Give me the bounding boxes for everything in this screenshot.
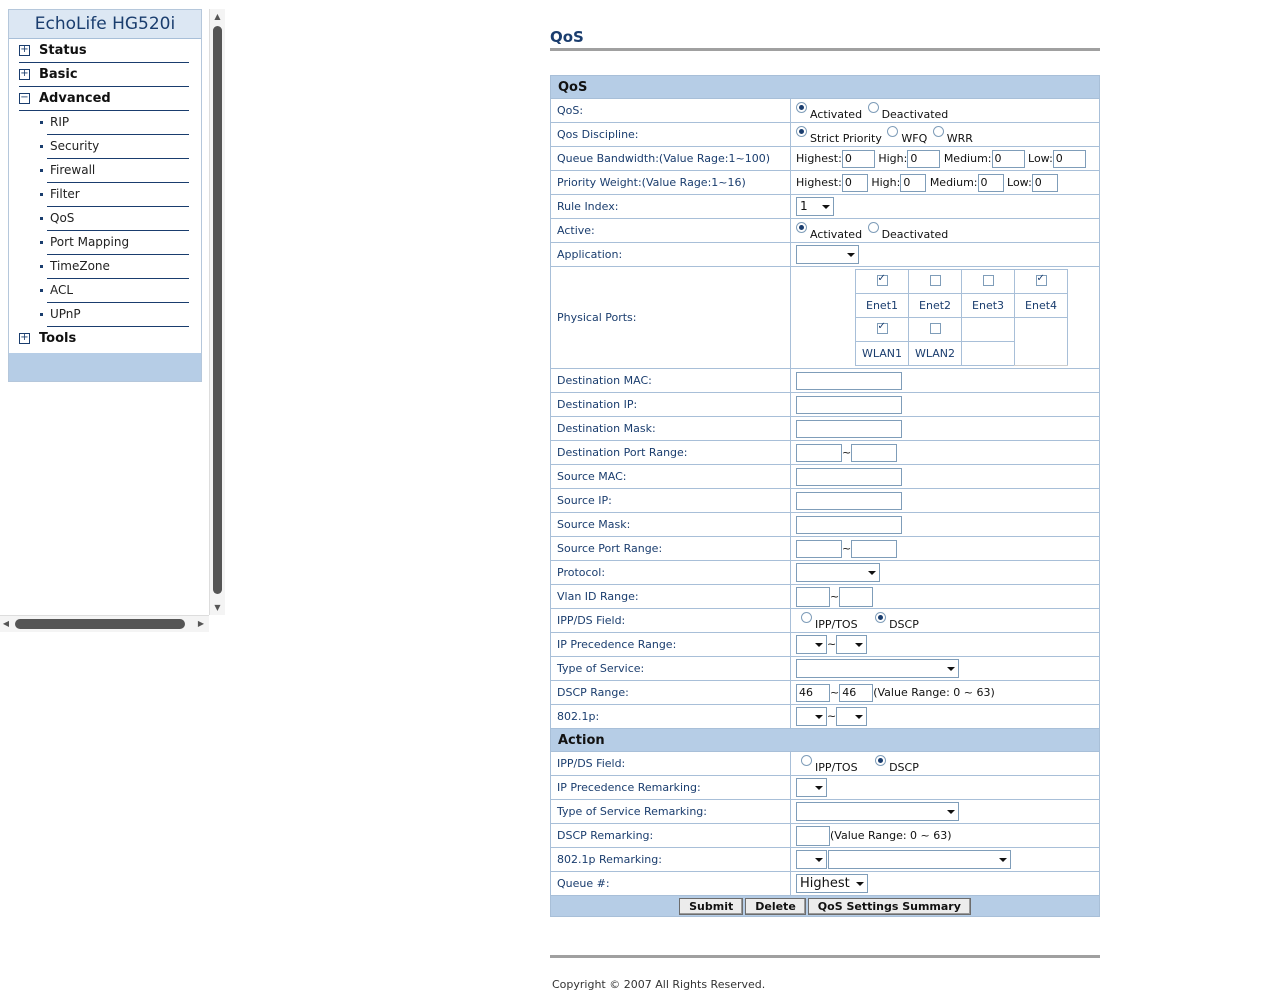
src-port-label: Source Port Range: [551,537,791,561]
device-title: EchoLife HG520i [9,10,201,39]
sidebar-item-label: RIP [50,115,70,129]
scroll-thumb[interactable] [15,619,185,629]
radio-label: Activated [810,108,863,121]
dscp-remark-label: DSCP Remarking: [551,824,791,848]
rule-index-label: Rule Index: [551,195,791,219]
sidebar-footer [9,353,201,381]
w-highest-input[interactable]: 0 [842,174,868,192]
chevron-down-icon [868,571,876,575]
bullet-icon [40,289,43,292]
dest-mask-input[interactable] [796,420,902,438]
enet2-label: Enet2 [909,294,962,318]
sidebar-item-basic[interactable] [9,63,201,87]
select-value: 1 [800,199,808,213]
qos-deactivated-radio[interactable] [868,102,879,113]
dest-mac-label: Destination MAC: [551,369,791,393]
enet3-label: Enet3 [962,294,1015,318]
p8021-label: 802.1p: [551,705,791,729]
chevron-down-icon [947,667,955,671]
radio-label: IPP/TOS [815,761,858,774]
bullet-icon [40,241,43,244]
sidebar-item-rip[interactable] [9,111,201,135]
action-ippds-label: IPP/DS Field: [551,752,791,776]
bw-low-label: Low: [1028,151,1053,165]
tos-select[interactable] [796,659,959,678]
expand-icon: + [20,68,29,79]
sidebar-item-label: TimeZone [50,259,110,273]
w-medium-label: Medium: [929,175,978,189]
qos-label: QoS: [551,99,791,123]
enet2-checkbox[interactable] [930,275,941,286]
section-header-qos: QoS [551,76,1100,99]
wrr-radio[interactable] [933,126,944,137]
w-low-label: Low: [1007,175,1032,189]
bw-high-label: High: [878,151,908,165]
sidebar-item-label: ACL [50,283,74,297]
sidebar-item-label: QoS [50,211,75,225]
dscp-remark-note: (Value Range: 0 ~ 63) [830,828,952,842]
dest-mac-input[interactable] [796,372,902,390]
tilde: ~ [827,637,837,651]
weight-label: Priority Weight:(Value Rage:1~16) [551,171,791,195]
sidebar-item-upnp[interactable] [9,303,201,327]
wlan1-label: WLAN1 [856,342,909,366]
qos-form [550,75,1100,917]
tilde: ~ [827,709,837,723]
chevron-down-icon [855,643,863,647]
src-port-to-input[interactable] [851,540,897,558]
page-title: QoS [550,28,584,46]
tos-remark-label: Type of Service Remarking: [551,800,791,824]
bullet-icon [40,145,43,148]
expand-icon: + [20,44,29,55]
sidebar-item-label: Port Mapping [50,235,130,249]
sidebar-item-acl[interactable] [9,279,201,303]
active-label: Active: [551,219,791,243]
scroll-down-icon[interactable]: ▼ [214,603,221,612]
dest-port-from-input[interactable] [796,444,842,462]
w-low-input[interactable]: 0 [1032,174,1058,192]
radio-label: Deactivated [881,228,949,241]
physical-ports-grid [855,269,1068,366]
sidebar-item-label: UPnP [50,307,81,321]
enet3-checkbox[interactable] [983,275,994,286]
dest-mask-label: Destination Mask: [551,417,791,441]
button-bar [551,896,1100,917]
sidebar-item-label: Basic [39,67,78,82]
src-port-from-input[interactable] [796,540,842,558]
chevron-down-icon [815,858,823,862]
physical-ports-label: Physical Ports: [551,267,791,369]
enet1-label: Enet1 [856,294,909,318]
tilde: ~ [830,685,840,699]
dest-ip-input[interactable] [796,396,902,414]
src-mac-label: Source MAC: [551,465,791,489]
radio-label: Deactivated [881,108,949,121]
collapse-icon: − [20,92,29,103]
ipptos-radio[interactable] [801,612,812,623]
sidebar-item-label: Tools [39,331,77,346]
src-mask-label: Source Mask: [551,513,791,537]
p8021-remark-select[interactable] [796,850,827,869]
queue-label: Queue #: [551,872,791,896]
sidebar-item-timezone[interactable] [9,255,201,279]
chevron-down-icon [822,205,830,209]
chevron-down-icon [947,810,955,814]
action-ipptos-radio[interactable] [801,755,812,766]
dest-ip-label: Destination IP: [551,393,791,417]
qos-activated-radio[interactable] [796,102,807,113]
strict-priority-radio[interactable] [796,126,807,137]
tos-label: Type of Service: [551,657,791,681]
sidebar-item-label: Firewall [50,163,96,177]
src-mask-input[interactable] [796,516,902,534]
copyright-text: Copyright © 2007 All Rights Reserved. [552,978,766,991]
radio-label: IPP/TOS [815,618,858,631]
sidebar-item-qos[interactable] [9,207,201,231]
footer-divider [550,955,1100,958]
tilde: ~ [842,541,852,555]
sidebar-item-label: Filter [50,187,80,201]
application-label: Application: [551,243,791,267]
wlan2-label: WLAN2 [909,342,962,366]
wfq-radio[interactable] [887,126,898,137]
chevron-down-icon [815,715,823,719]
dscp-to-input[interactable]: 46 [839,684,873,702]
bullet-icon [40,217,43,220]
p8021-to-select[interactable] [836,707,867,726]
radio-label: Activated [810,228,863,241]
bw-medium-input[interactable]: 0 [992,150,1025,168]
tilde: ~ [842,445,852,459]
sidebar-item-status[interactable] [9,39,201,63]
protocol-label: Protocol: [551,561,791,585]
vlan-to-input[interactable] [839,587,873,607]
dest-port-to-input[interactable] [851,444,897,462]
horizontal-scrollbar[interactable] [0,615,209,632]
bullet-icon [40,193,43,196]
scroll-thumb[interactable] [213,26,222,594]
bullet-icon [40,169,43,172]
sidebar-item-label: Security [50,139,100,153]
sidebar-item-label: Status [39,43,87,58]
ip-prec-remark-select[interactable] [796,778,827,797]
rule-index-select[interactable] [796,197,834,216]
radio-label: WRR [946,132,973,145]
bullet-icon [40,313,43,316]
w-high-label: High: [871,175,901,189]
radio-label: DSCP [889,618,919,631]
ippds-label: IPP/DS Field: [551,609,791,633]
tilde: ~ [830,589,840,603]
active-activated-radio[interactable] [796,222,807,233]
chevron-down-icon [815,643,823,647]
expand-icon: + [20,332,29,343]
ip-prec-remark-label: IP Precedence Remarking: [551,776,791,800]
submit-button[interactable]: Submit [679,898,743,915]
p8021-remark-extra-select[interactable] [828,850,1011,869]
src-ip-label: Source IP: [551,489,791,513]
vlan-label: Vlan ID Range: [551,585,791,609]
bw-low-input[interactable]: 0 [1053,150,1086,168]
ip-prec-range-label: IP Precedence Range: [551,633,791,657]
discipline-label: Qos Discipline: [551,123,791,147]
sidebar-item-firewall[interactable] [9,159,201,183]
vertical-scrollbar[interactable] [209,9,225,615]
sidebar-item-filter[interactable] [9,183,201,207]
enet1-checkbox[interactable] [877,275,888,286]
qos-summary-button[interactable]: QoS Settings Summary [808,898,971,915]
radio-label: DSCP [889,761,919,774]
sidebar-item-tools[interactable] [9,327,201,351]
radio-label: Strict Priority [810,132,882,145]
dscp-remark-input[interactable] [796,826,830,846]
protocol-select[interactable] [796,563,880,582]
bullet-icon [40,265,43,268]
ip-prec-from-select[interactable] [796,635,827,654]
bw-medium-label: Medium: [943,151,992,165]
chevron-down-icon [856,882,864,886]
src-mac-input[interactable] [796,468,902,486]
src-ip-input[interactable] [796,492,902,510]
scroll-left-icon[interactable]: ◀ [2,619,10,628]
chevron-down-icon [815,786,823,790]
bullet-icon [40,121,43,124]
wlan1-checkbox[interactable] [877,323,888,334]
sidebar-item-security[interactable] [9,135,201,159]
select-value: Highest [800,876,850,891]
dest-port-label: Destination Port Range: [551,441,791,465]
bw-highest-label: Highest: [796,151,842,165]
w-medium-input[interactable]: 0 [978,174,1004,192]
enet4-label: Enet4 [1015,294,1068,318]
dscp-range-note: (Value Range: 0 ~ 63) [873,685,995,699]
chevron-down-icon [999,858,1007,862]
tos-remark-select[interactable] [796,802,959,821]
sidebar-item-port-mapping[interactable] [9,231,201,255]
ip-prec-to-select[interactable] [836,635,867,654]
queue-select[interactable] [796,874,868,893]
w-high-input[interactable]: 0 [900,174,926,192]
sidebar-item-label: Advanced [39,91,111,106]
dscp-range-label: DSCP Range: [551,681,791,705]
left-frame [0,0,225,632]
section-header-action: Action [551,729,1100,752]
sidebar-menu [8,9,202,382]
wlan2-checkbox[interactable] [930,323,941,334]
application-select[interactable] [796,245,859,264]
delete-button[interactable]: Delete [745,898,806,915]
scroll-right-icon[interactable]: ▶ [197,619,205,628]
enet4-checkbox[interactable] [1036,275,1047,286]
action-dscp-radio[interactable] [875,755,886,766]
chevron-down-icon [847,253,855,257]
bw-high-input[interactable]: 0 [907,150,940,168]
dscp-radio[interactable] [875,612,886,623]
radio-label: WFQ [901,132,928,145]
chevron-down-icon [855,715,863,719]
dscp-from-input[interactable]: 46 [796,684,830,702]
scroll-up-icon[interactable]: ▲ [214,12,221,21]
p8021-remark-label: 802.1p Remarking: [551,848,791,872]
active-deactivated-radio[interactable] [868,222,879,233]
bandwidth-label: Queue Bandwidth:(Value Rage:1~100) [551,147,791,171]
p8021-from-select[interactable] [796,707,827,726]
vlan-from-input[interactable] [796,587,830,607]
w-highest-label: Highest: [796,175,842,189]
sidebar-item-advanced[interactable] [9,87,201,111]
bw-highest-input[interactable]: 0 [842,150,875,168]
title-divider [550,48,1100,51]
